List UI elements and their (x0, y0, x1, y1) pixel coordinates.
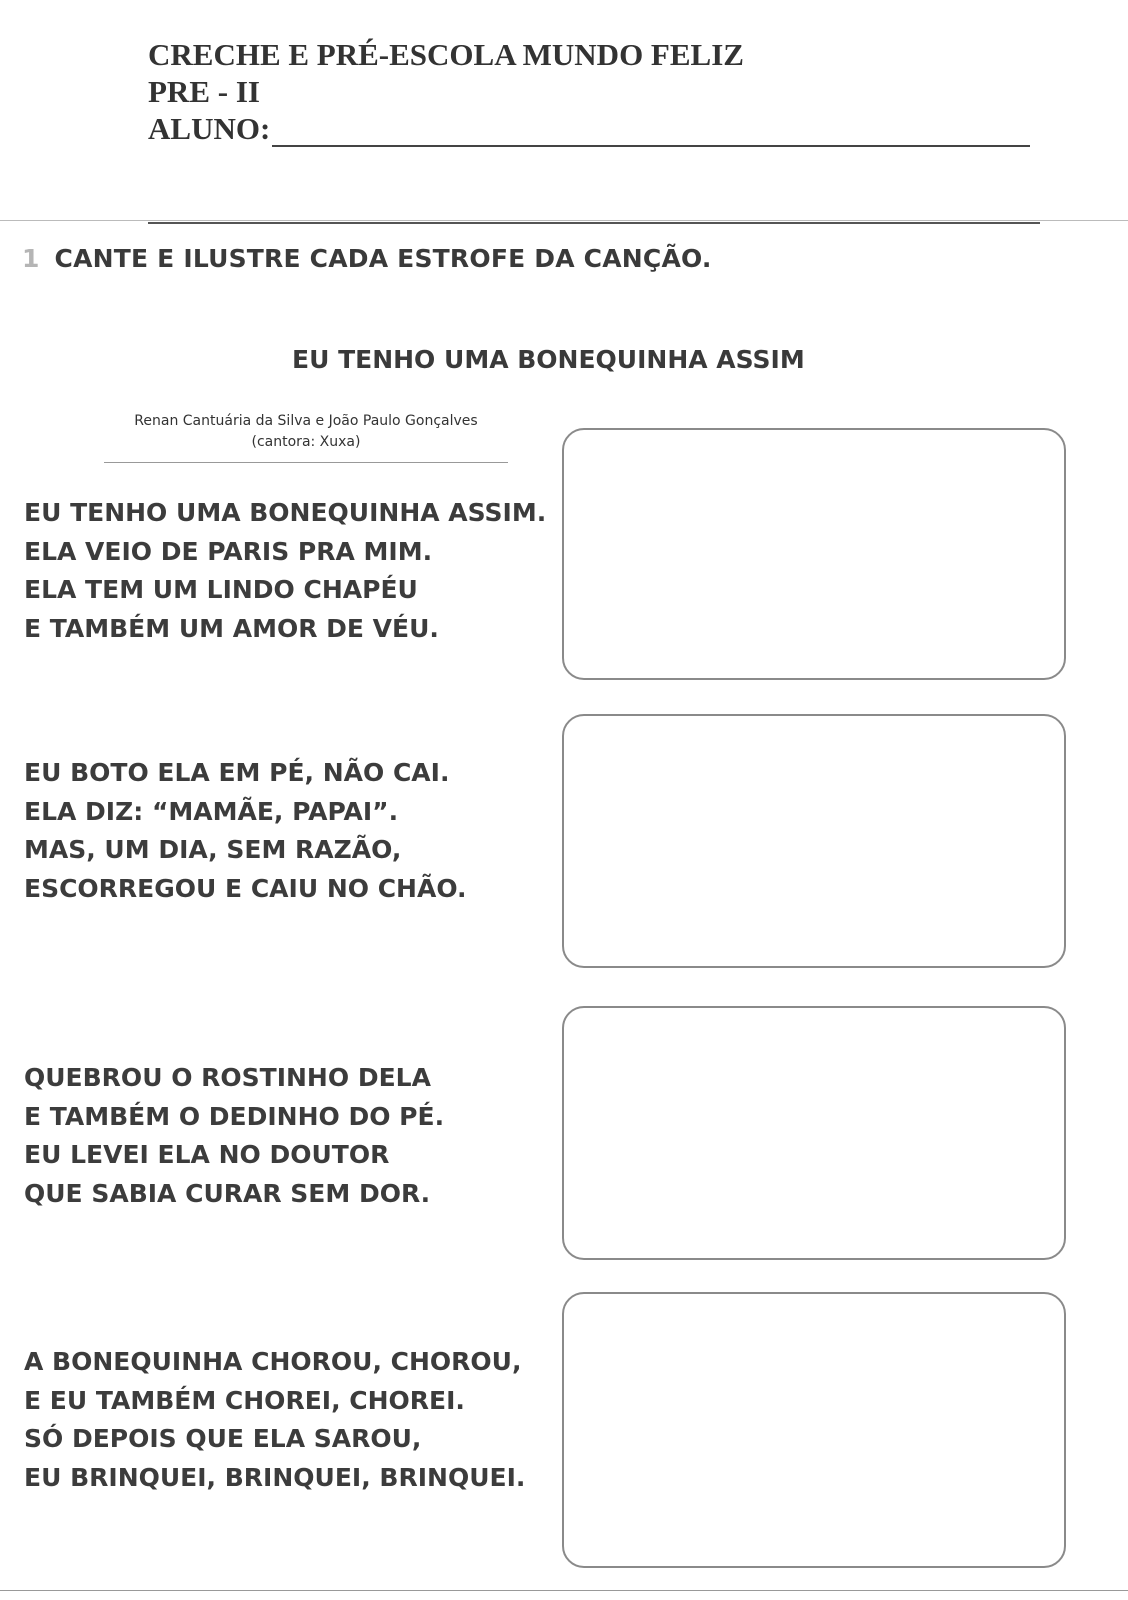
stanza-2 (24, 754, 544, 908)
stanza-3 (24, 1059, 544, 1213)
stanza-4 (24, 1343, 544, 1497)
stanza-line: EU LEVEI ELA NO DOUTOR (24, 1140, 390, 1169)
stanza-line: ELA TEM UM LINDO CHAPÉU (24, 575, 418, 604)
exercise-instruction (22, 244, 712, 273)
stanza-1 (24, 494, 547, 648)
illustration-box-4[interactable] (562, 1292, 1066, 1568)
song-credits (104, 411, 508, 453)
exercise-instruction-text: CANTE E ILUSTRE CADA ESTROFE DA CANÇÃO. (54, 244, 712, 273)
illustration-box-2[interactable] (562, 714, 1066, 968)
class-level: PRE - II (148, 74, 260, 109)
stanza-line: MAS, UM DIA, SEM RAZÃO, (24, 835, 402, 864)
stanza-line: QUE SABIA CURAR SEM DOR. (24, 1178, 431, 1208)
illustration-box-3[interactable] (562, 1006, 1066, 1260)
stanza-line: QUEBROU O ROSTINHO DELA (24, 1063, 431, 1092)
school-name: CRECHE E PRÉ-ESCOLA MUNDO FELIZ (148, 37, 744, 72)
scan-fold-line (0, 220, 1128, 221)
stanza-line: SÓ DEPOIS QUE ELA SAROU, (24, 1424, 422, 1453)
student-name-blank[interactable] (272, 121, 1030, 147)
song-authors: Renan Cantuária da Silva e João Paulo Gonçalves (134, 413, 478, 429)
credits-divider (104, 462, 508, 463)
song-singer: (cantora: Xuxa) (251, 434, 361, 450)
song-title: EU TENHO UMA BONEQUINHA ASSIM (292, 345, 805, 374)
stanza-line: ELA VEIO DE PARIS PRA MIM. (24, 536, 433, 566)
student-name-label: ALUNO: (148, 111, 271, 146)
student-name-row (148, 110, 1048, 147)
illustration-box-1[interactable] (562, 428, 1066, 680)
stanza-line: EU TENHO UMA BONEQUINHA ASSIM. (24, 498, 547, 527)
stanza-line: EU BRINQUEI, BRINQUEI, BRINQUEI. (24, 1462, 526, 1492)
stanza-line: ESCORREGOU E CAIU NO CHÃO. (24, 873, 467, 903)
page-bottom-edge (0, 1590, 1128, 1591)
student-name-blank-second-line[interactable] (148, 222, 1040, 224)
stanza-line: E EU TAMBÉM CHOREI, CHOREI. (24, 1385, 465, 1415)
stanza-line: A BONEQUINHA CHOROU, CHOROU, (24, 1347, 522, 1376)
exercise-number: 1 (22, 244, 40, 273)
stanza-line: ELA DIZ: “MAMÃE, PAPAI”. (24, 796, 399, 826)
stanza-line: E TAMBÉM O DEDINHO DO PÉ. (24, 1101, 445, 1131)
worksheet-header (148, 36, 1048, 147)
stanza-line: E TAMBÉM UM AMOR DE VÉU. (24, 613, 439, 643)
stanza-line: EU BOTO ELA EM PÉ, NÃO CAI. (24, 758, 450, 787)
